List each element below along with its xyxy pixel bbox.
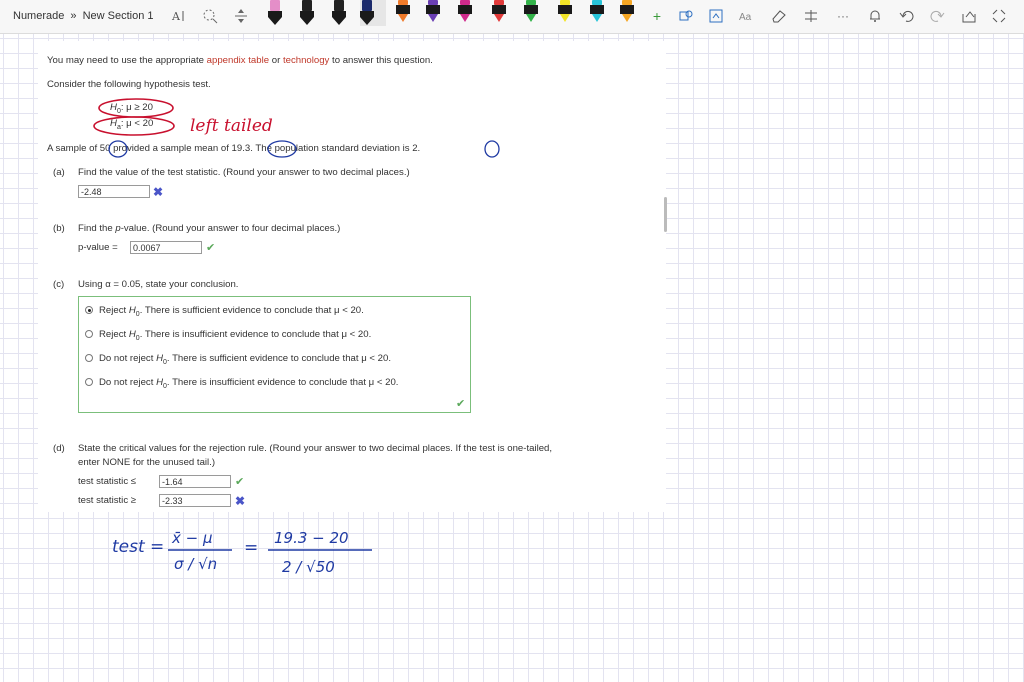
option-sub: 0	[163, 358, 167, 366]
option-text: Reject	[99, 305, 129, 316]
h0-letter: H	[110, 102, 117, 113]
option-text: Do not reject	[99, 377, 157, 388]
ha-letter: H	[110, 118, 117, 129]
ha-subscript: a	[116, 123, 121, 131]
ink-to-shape-icon[interactable]	[708, 4, 724, 28]
option-text-post: . There is insufficient evidence to conclude that μ < 20.	[166, 377, 399, 388]
consider-text: Consider the following hypothesis test.	[47, 79, 211, 90]
technology-link[interactable]: technology	[282, 55, 330, 66]
option-h: H	[128, 329, 136, 340]
pen-navy-selected-icon[interactable]	[360, 0, 386, 26]
ink-formula-denominator-2: 2 / √50	[282, 558, 335, 576]
sample-mean: 19.3	[231, 143, 251, 154]
bell-icon[interactable]	[866, 4, 884, 28]
option-h: H	[128, 305, 136, 316]
part-b-p: p	[115, 223, 121, 234]
option-text: Reject	[99, 329, 129, 340]
part-c-label: (c)	[53, 279, 65, 290]
highlighter-purple-icon[interactable]	[426, 0, 440, 26]
option-do-not-reject-insufficient[interactable]	[85, 377, 398, 390]
option-reject-sufficient[interactable]	[85, 305, 364, 318]
option-text-post: . There is insufficient evidence to conclude that μ < 20.	[139, 329, 372, 340]
intro-or: or	[269, 55, 283, 66]
option-text-post: . There is sufficient evidence to conclude that μ < 20.	[139, 305, 364, 316]
sample-text-4: .	[417, 143, 421, 154]
highlighter-orange-icon[interactable]	[396, 0, 410, 26]
svg-text:Aa: Aa	[739, 12, 752, 23]
option-text-post: . There is sufficient evidence to conclude that μ < 20.	[166, 353, 392, 364]
lower-critical-input[interactable]: -1.64	[159, 475, 231, 488]
p-value-input[interactable]: 0.0067	[130, 241, 202, 254]
pen-black-1-icon[interactable]	[300, 0, 314, 26]
onenote-toolbar	[0, 0, 1024, 34]
highlighter-cyan-icon[interactable]	[590, 0, 604, 26]
h0-subscript: 0	[116, 107, 121, 115]
ink-note-left-tailed: left tailed	[190, 116, 273, 136]
undo-icon[interactable]	[898, 4, 916, 28]
pen-pink-icon[interactable]	[268, 0, 282, 26]
part-a-question: Find the value of the test statistic. (Round your answer to two decimal places.)	[78, 167, 410, 178]
share-icon[interactable]	[960, 4, 978, 28]
sample-text-2: provided a sample mean of	[110, 143, 232, 154]
upper-critical-input[interactable]: -2.33	[159, 494, 231, 507]
more-options-icon[interactable]: ···	[837, 9, 849, 23]
ink-formula-numerator-2: 19.3 − 20	[274, 529, 349, 547]
conclusion-options	[78, 296, 471, 413]
insert-space-icon[interactable]	[232, 4, 250, 28]
appendix-table-link[interactable]: appendix table	[206, 55, 270, 66]
sample-text-1: A sample of	[47, 143, 100, 154]
part-d-question-line1: State the critical values for the rejection rule. (Round your answer to two decimal places. If the test is one-tailed,	[78, 443, 553, 454]
ink-formula-numerator: x̄ − μ	[172, 529, 213, 547]
type-text-icon[interactable]	[170, 4, 188, 28]
ink-formula-denominator: σ / √n	[174, 555, 218, 573]
math-icon[interactable]	[802, 4, 820, 28]
radio-unselected[interactable]	[85, 378, 93, 386]
incorrect-x-icon: ✖	[153, 185, 164, 199]
sample-size: 50	[99, 143, 111, 154]
sample-text-3: . The population standard deviation is	[250, 143, 413, 154]
eraser-icon[interactable]	[770, 4, 788, 28]
highlighter-red-icon[interactable]	[492, 0, 506, 26]
option-sub: 0	[135, 310, 140, 318]
option-text: Do not reject	[99, 353, 157, 364]
breadcrumb-separator: »	[70, 10, 77, 22]
redo-icon[interactable]	[928, 4, 946, 28]
option-sub: 0	[135, 334, 140, 342]
alternative-hypothesis	[110, 118, 153, 131]
h0-rest: : μ ≥ 20	[120, 102, 153, 113]
p-value-label: p-value =	[78, 242, 118, 253]
upper-critical-label: test statistic ≥	[78, 495, 137, 506]
part-a-label: (a)	[53, 167, 65, 178]
lower-critical-label: test statistic ≤	[78, 476, 137, 487]
intro-text	[47, 55, 433, 66]
part-b-pre: Find the	[78, 223, 116, 234]
highlighter-yellow-icon[interactable]	[558, 0, 572, 26]
breadcrumb-section[interactable]: New Section 1	[82, 10, 154, 22]
part-d-question-line2: enter NONE for the unused tail.)	[78, 457, 216, 468]
part-c-question: Using α = 0.05, state your conclusion.	[78, 279, 239, 290]
part-b-question	[78, 223, 340, 234]
option-reject-insufficient[interactable]	[85, 329, 371, 342]
add-pen-icon[interactable]: +	[652, 8, 662, 24]
part-b-post: -value. (Round your answer to four decimal places.)	[120, 223, 341, 234]
ink-equals: =	[244, 538, 259, 558]
correct-check-icon: ✔	[456, 398, 466, 410]
part-d-label: (d)	[53, 443, 65, 454]
highlighter-gold-icon[interactable]	[620, 0, 634, 26]
option-sub: 0	[163, 382, 167, 390]
full-screen-icon[interactable]	[990, 4, 1008, 28]
pen-black-2-icon[interactable]	[332, 0, 346, 26]
test-statistic-input[interactable]: -2.48	[78, 185, 150, 198]
ha-rest: : μ < 20	[120, 118, 154, 129]
correct-check-icon: ✔	[235, 476, 245, 488]
sample-description	[47, 143, 420, 154]
highlighter-green-icon[interactable]	[524, 0, 538, 26]
incorrect-x-icon: ✖	[235, 494, 246, 508]
option-do-not-reject-sufficient[interactable]	[85, 353, 391, 366]
vertical-scrollbar[interactable]	[664, 197, 667, 232]
option-h: H	[156, 353, 163, 364]
null-hypothesis	[110, 102, 153, 115]
highlighter-magenta-icon[interactable]	[458, 0, 472, 26]
svg-text:A: A	[172, 10, 180, 23]
ink-to-text-icon[interactable]	[738, 4, 756, 28]
worksheet-page	[38, 41, 666, 512]
shapes-icon[interactable]	[678, 4, 694, 28]
radio-unselected[interactable]	[85, 354, 93, 362]
intro-pre: You may need to use the appropriate	[47, 55, 207, 66]
radio-unselected[interactable]	[85, 330, 93, 338]
part-b-label: (b)	[53, 223, 65, 234]
intro-post: to answer this question.	[329, 55, 433, 66]
correct-check-icon: ✔	[206, 242, 216, 254]
option-h: H	[156, 377, 163, 388]
breadcrumb[interactable]	[13, 10, 154, 22]
population-sd: 2	[412, 143, 418, 154]
breadcrumb-notebook[interactable]: Numerade	[13, 10, 65, 22]
radio-selected[interactable]	[85, 306, 93, 314]
lasso-select-icon[interactable]	[200, 4, 220, 28]
ink-formula-lhs: test =	[112, 537, 165, 557]
